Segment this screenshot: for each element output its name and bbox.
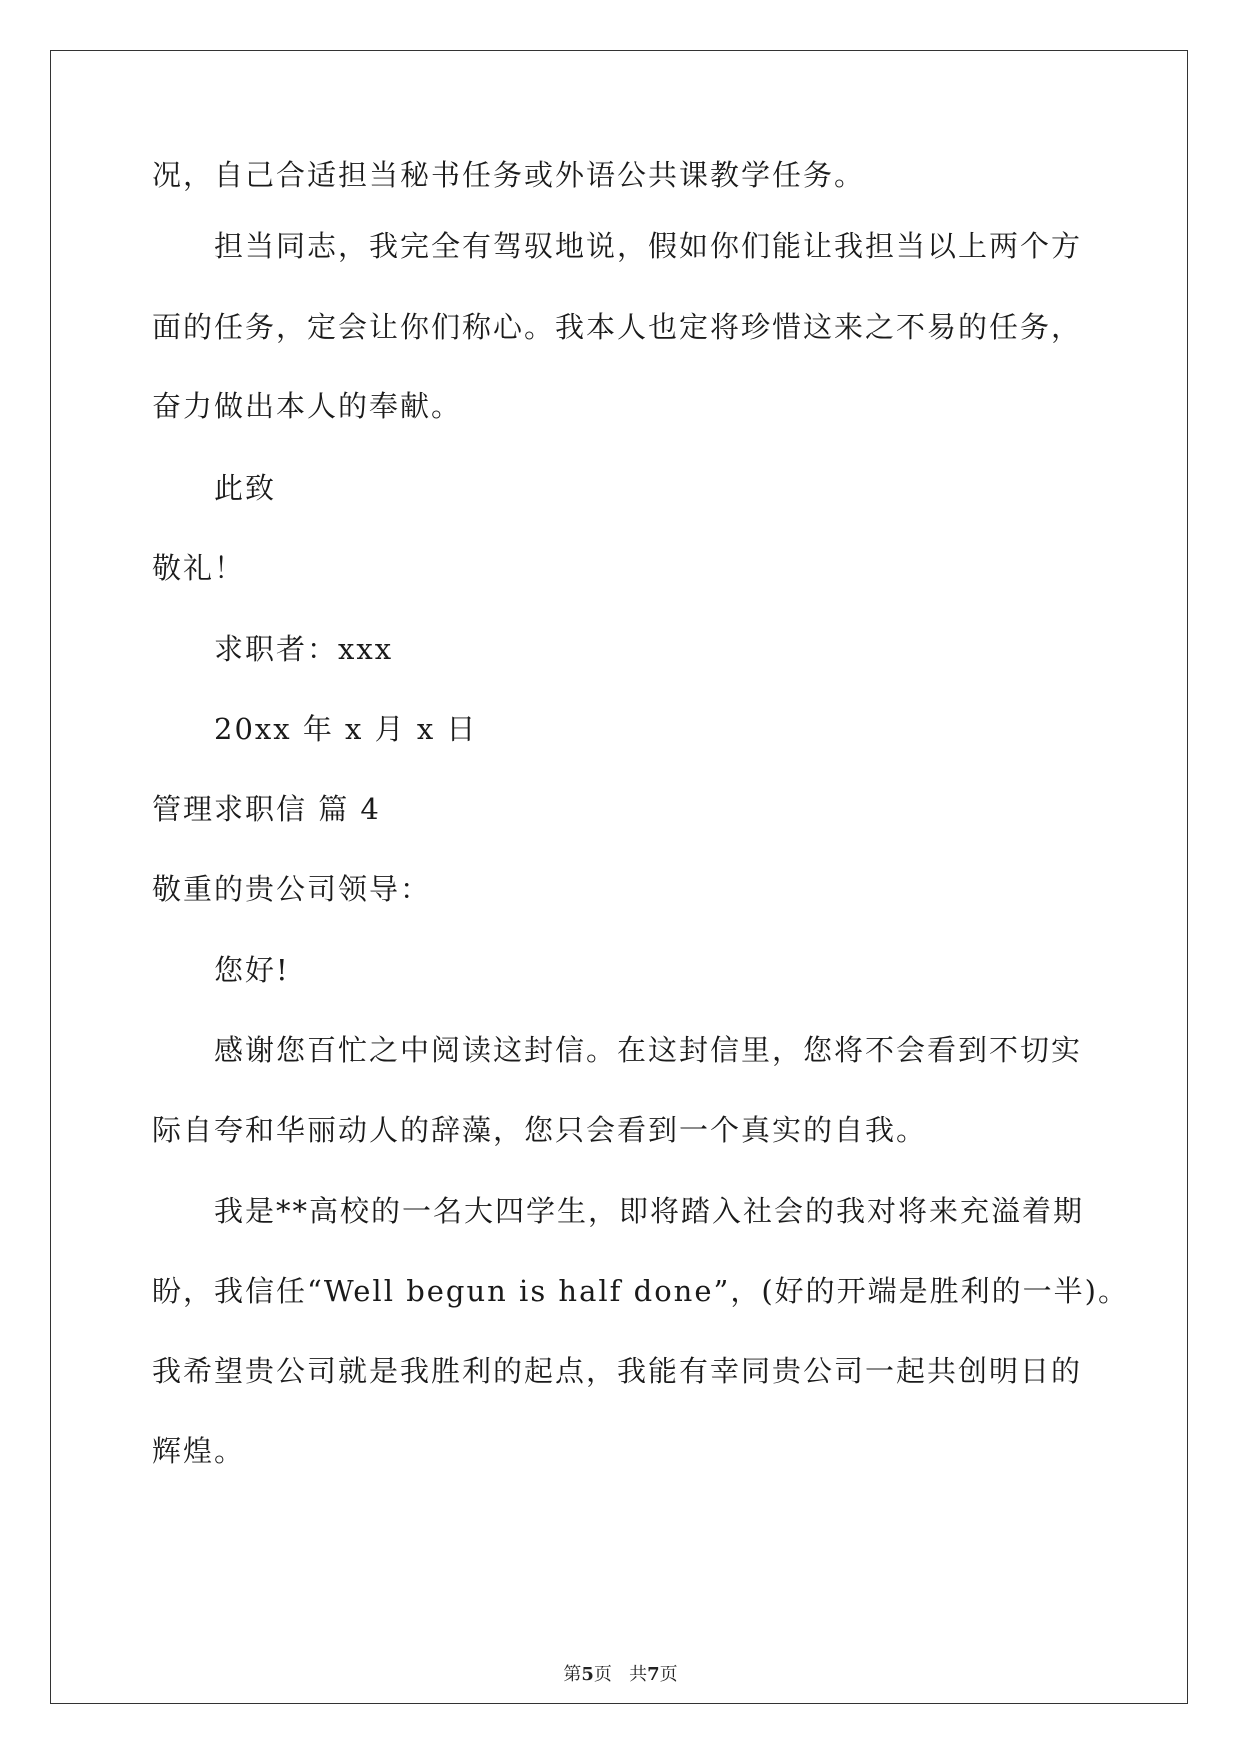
paragraph-line-6: 际自夸和华丽动人的辞藻，您只会看到一个真实的自我。 xyxy=(152,1113,928,1147)
footer-page-prefix: 第 xyxy=(563,1664,582,1685)
paragraph-line-1: 况，自己合适担当秘书任务或外语公共课教学任务。 xyxy=(152,158,866,192)
paragraph-line-4: 奋力做出本人的奉献。 xyxy=(152,389,463,423)
section-heading: 管理求职信 篇 4 xyxy=(152,792,381,826)
signature-line: 求职者：xxx xyxy=(214,632,394,666)
paragraph-line-3: 面的任务，定会让你们称心。我本人也定将珍惜这来之不易的任务， xyxy=(152,310,1083,344)
salutation: 敬重的贵公司领导： xyxy=(152,872,432,906)
footer-total-prefix: 共 xyxy=(629,1664,648,1685)
page-footer xyxy=(0,1664,1241,1686)
footer-page-suffix: 页 xyxy=(593,1664,612,1685)
closing-regards: 敬礼！ xyxy=(152,551,246,585)
paragraph-line-7: 我是**高校的一名大四学生，即将踏入社会的我对将来充溢着期 xyxy=(214,1194,1085,1228)
greeting: 您好! xyxy=(214,953,290,987)
footer-total-suffix: 页 xyxy=(659,1664,678,1685)
paragraph-line-10: 辉煌。 xyxy=(152,1434,246,1468)
paragraph-line-2: 担当同志，我完全有驾驭地说，假如你们能让我担当以上两个方 xyxy=(214,229,1083,263)
paragraph-line-5: 感谢您百忙之中阅读这封信。在这封信里，您将不会看到不切实 xyxy=(214,1033,1083,1067)
paragraph-line-8: 盼，我信任“Well begun is half done”，(好的开端是胜利的一半)。 xyxy=(152,1274,1129,1308)
date-line: 20xx 年 x 月 x 日 xyxy=(214,712,478,746)
footer-page-number: 5 xyxy=(581,1664,594,1685)
paragraph-line-9: 我希望贵公司就是我胜利的起点，我能有幸同贵公司一起共创明日的 xyxy=(152,1354,1083,1388)
footer-total-number: 7 xyxy=(647,1664,660,1685)
closing-salutation: 此致 xyxy=(214,471,277,505)
